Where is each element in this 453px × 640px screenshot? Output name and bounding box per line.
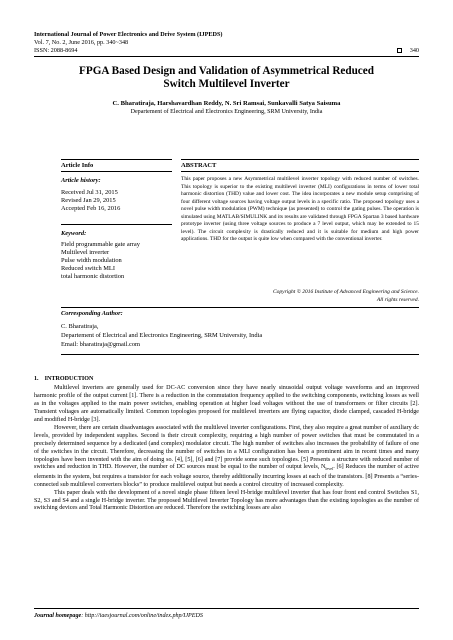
- abstract-heading: ABSTRACT: [181, 162, 217, 169]
- issn: ISSN: 2088-8694: [34, 47, 78, 54]
- history-accepted: Accepted Feb 16, 2016: [61, 205, 121, 212]
- history-received: Received Jul 31, 2015: [61, 189, 118, 196]
- keyword-rule: [61, 224, 172, 225]
- corresponding-name: C. Bharatiraja,: [61, 323, 99, 330]
- corresponding-bottom-rule: [61, 354, 419, 355]
- subscript-level: level: [325, 466, 334, 472]
- footer-rule: [34, 608, 419, 609]
- keyword-item: Pulse width modulation: [61, 257, 122, 264]
- body-paragraph: This paper deals with the development of a novel single phase fifteen level H-bridge multilevel inverter that has four front end control Switches S1, S2, S3 and S4 and a single H-bridge inverter. The proposed Multilevel Inverter Topology has more advantages than the existing topologies as the number of switching devices and Total Harmonic Distortion are reduced. Therefore the switching losses are also: [34, 489, 419, 512]
- paper-title: [34, 65, 419, 90]
- copyright-line-2: All rights reserved.: [376, 296, 419, 303]
- header-rule: [34, 56, 419, 57]
- journal-name: International Journal of Power Electronics and Drive System (IJPEDS): [34, 31, 223, 38]
- article-info-heading: Article Info: [61, 162, 94, 169]
- page-number: 340: [409, 47, 419, 54]
- journal-homepage-link[interactable]: : http://iaesjournal.com/online/index.php/IJPEDS: [81, 613, 203, 619]
- body-paragraph: [34, 425, 419, 490]
- keyword-item: Field programmable gate array: [61, 241, 140, 248]
- journal-footer: [34, 612, 203, 620]
- abstract-rule: [181, 171, 419, 172]
- corresponding-heading: Corresponding Author:: [61, 310, 123, 317]
- history-revised: Revised Jan 29, 2015: [61, 197, 116, 204]
- body-paragraph: Multilevel inverters are generally used for DC-AC conversion since they have nearly sinusoidal output voltage waveforms and an improved harmonic profile of the output current [1]. There is a reduction in the commutation frequency applied to the switching components, switching losses as well as in the voltages applied to the main power switches, enabling operation at higher load voltages without the use of transformers or filter circuits [2]. Transient voltages are automatically limited. Common topologies proposed for multilevel inverters are flying capacitor, diode clamped, cascaded H-bridge and modified H-bridge [3].: [34, 384, 419, 423]
- corresponding-department: Departement of Electrical and Electronics Engineering, SRM University, India: [61, 332, 263, 339]
- footer-label: Journal homepage: [34, 613, 82, 619]
- history-heading: Article history:: [61, 177, 101, 184]
- paper-body: [34, 376, 419, 513]
- issn-line: [34, 47, 419, 55]
- volume-line: Vol. 7, No. 2, June 2016, pp. 340~348: [34, 39, 129, 46]
- keyword-item: Reduced switch MLI: [61, 265, 115, 272]
- paragraph-text: . [6] Reduces the number of active elements in the system, but requires a transistor for each voltage source, thereby additionally incurring losses at each of the transistors. [8] Presents a “series-connected sub multilevel converters blocks” to produce multilevel output but needs a control circuitry of increased complexity.: [34, 464, 419, 488]
- section-heading: 1. INTRODUCTION: [34, 376, 94, 382]
- abstract-top-rule: [181, 159, 419, 160]
- article-info-rule: [61, 171, 172, 172]
- abstract-text: This paper proposes a new Asymmetrical multilevel inverter topology with reduced number of switches. This topology is superior to the existing multilevel inverter (MLI) configurations in terms of lower total harmonic distortion (THD) value and lower cost. The idea incorporates a new module setup comprising of four different voltage sources having voltage output levels in a specific ratio. The proposed topology uses a novel pulse width modulation (PWM) technique (as presented) to control the gating pulses. The operation is simulated using MATLAB/SIMULINK and its results are validated through FPGA Spartan 3 based hardware prototype inverter (using three voltage sources to produce a 7 level output, which may be extended to 15 level). The circuit complexity is drastically reduced and it is suitable for medium and high power applications. THD for the output is quite low when compared with the conventional inverter.: [181, 176, 419, 243]
- keyword-item: Multilevel inverter: [61, 249, 110, 256]
- keyword-item: total harmonic distortion: [61, 273, 125, 280]
- article-info-top-rule: [61, 159, 172, 160]
- authors: C. Bharatiraja, Harshavardhan Reddy, N. Sri Ramsai, Sunkavalli Satya Saisuma: [112, 100, 341, 107]
- copyright-line-1: Copyright © 2016 Institute of Advanced Engineering and Science.: [273, 289, 419, 295]
- title-line-1: FPGA Based Design and Validation of Asymmetrical Reduced: [79, 65, 374, 77]
- corresponding-email: Email: bharatiraja@gmail.com: [61, 341, 140, 348]
- checkbox-square-icon: [397, 48, 402, 53]
- keyword-heading: Keyword:: [61, 230, 87, 237]
- copyright: [181, 289, 419, 304]
- corresponding-top-rule: [61, 307, 419, 308]
- affiliation: Departement of Electrical and Electronics Engineering, SRM University, India: [130, 109, 323, 115]
- paragraph-text: However, there are certain disadvantages associated with the multilevel inverter configurations. First, they also require a great number of auxiliary dc levels, provided by independent supplies. Second is their circuit complexity, requiring a high number of power switches that must be commutated in a precisely determined sequence by a dedicated (and complex) modulator circuit. The high number of switches also increases the probability of failure of one of the switches in the circuit. Therefore, decreasing the number of switches in a MLI configuration has been a prominent aim in recent times and many topologies have been invented with the aim of doing so. [4], [5], [6] and [7] provide some such topologies. [5] Presents a structure with reduced number of switches and reduction in THD. However, the number of DC sources must be equal to the number of output levels, N: [34, 424, 419, 471]
- title-line-2: Switch Multilevel Inverter: [163, 77, 290, 90]
